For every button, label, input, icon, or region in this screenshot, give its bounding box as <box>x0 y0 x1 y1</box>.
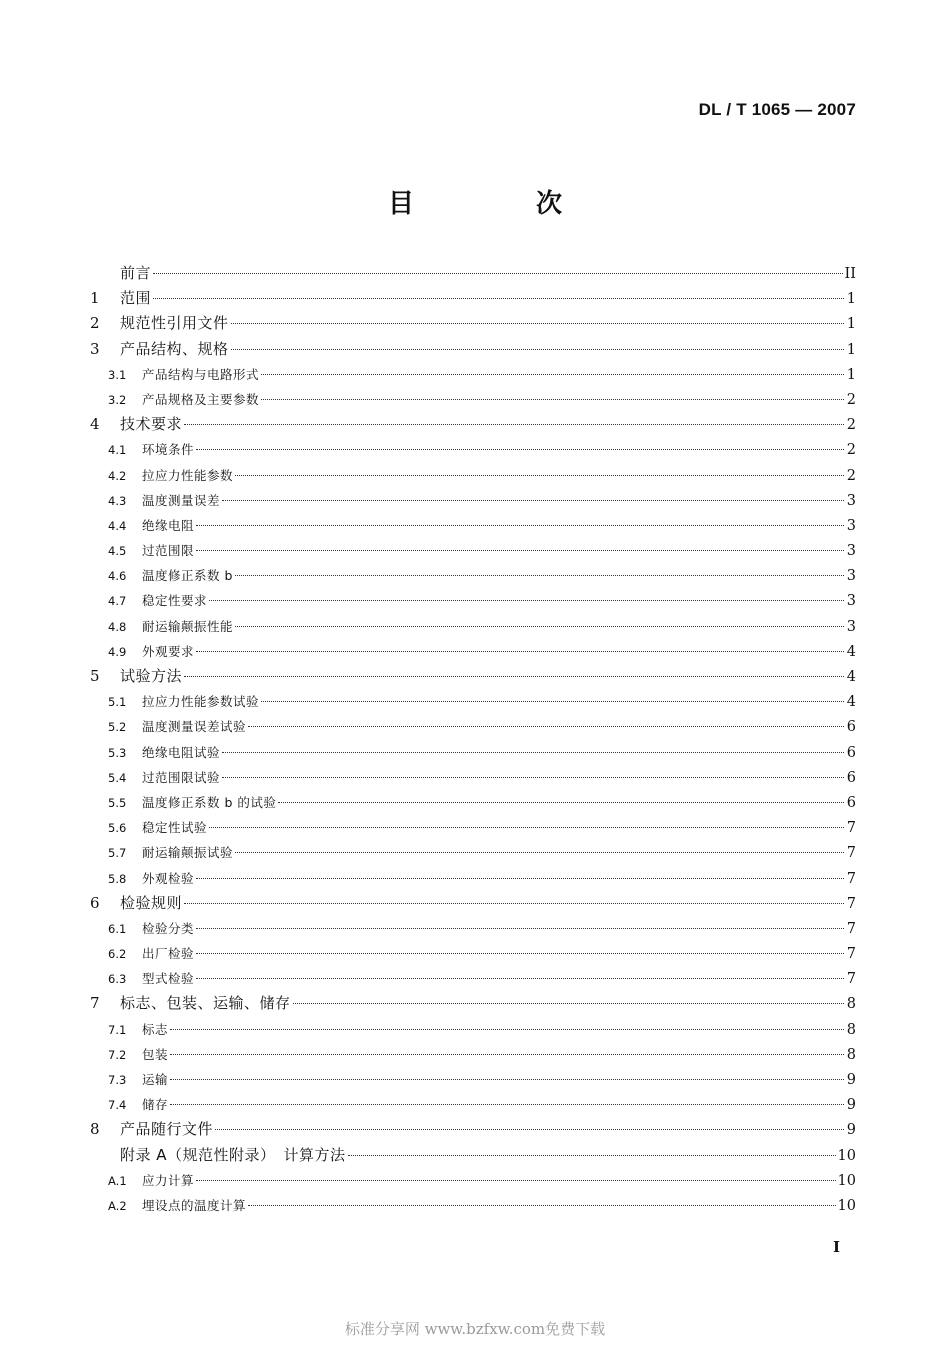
toc-entry[interactable] <box>88 286 856 311</box>
toc-entry-number: 5.4 <box>108 770 127 785</box>
toc-entry[interactable] <box>88 538 856 563</box>
toc-entry-page: 2 <box>846 391 856 408</box>
toc-dot-leader <box>170 1029 844 1030</box>
toc-entry[interactable] <box>88 614 856 639</box>
toc-entry-title: 规范性引用文件 <box>120 314 229 333</box>
toc-dot-leader <box>170 1079 844 1080</box>
toc-entry-title: 标志 <box>142 1021 169 1037</box>
toc-entry-title: 过范围限试验 <box>142 769 221 785</box>
toc-entry[interactable] <box>88 1168 856 1193</box>
toc-entry-number: 5.1 <box>108 695 127 710</box>
toc-entry-title: 埋设点的温度计算 <box>142 1197 247 1213</box>
toc-dot-leader <box>209 600 844 601</box>
toc-entry-title: 绝缘电阻试验 <box>142 744 221 760</box>
toc-entry-number: 5.5 <box>108 795 127 810</box>
toc-entry-title: 拉应力性能参数 <box>142 467 234 483</box>
toc-entry-title: 耐运输颠振试验 <box>142 845 234 861</box>
toc-entry-page: 7 <box>846 946 856 963</box>
toc-entry-title: 应力计算 <box>142 1172 195 1188</box>
toc-entry-number: 5.6 <box>108 821 127 836</box>
toc-dot-leader <box>196 878 844 879</box>
toc-entry[interactable] <box>88 916 856 941</box>
toc-entry-page: 3 <box>846 543 856 560</box>
toc-entry-title: 产品随行文件 <box>120 1120 214 1139</box>
toc-entry-page: 1 <box>846 341 856 358</box>
toc-entry-number: 5.3 <box>108 745 127 760</box>
toc-entry[interactable] <box>88 261 856 286</box>
toc-entry-title: 检验分类 <box>142 920 195 936</box>
toc-entry-number: 5.7 <box>108 846 127 861</box>
toc-dot-leader <box>261 399 844 400</box>
toc-dot-leader <box>184 903 844 904</box>
toc-entry-title: 耐运输颠振性能 <box>142 618 234 634</box>
toc-entry-page: 10 <box>837 1197 856 1214</box>
toc-entry-number: 5.2 <box>108 720 127 735</box>
toc-entry-page: 6 <box>846 794 856 811</box>
toc-entry-title: 外观要求 <box>142 643 195 659</box>
toc-dot-leader <box>170 1104 844 1105</box>
toc-entry[interactable] <box>88 387 856 412</box>
toc-entry[interactable] <box>88 941 856 966</box>
toc-entry-page: 8 <box>846 996 856 1013</box>
toc-entry-page: 1 <box>846 366 856 383</box>
toc-entry-page: 9 <box>846 1072 856 1088</box>
standard-code: DL / T 1065 — 2007 <box>698 100 856 119</box>
toc-entry[interactable] <box>88 840 856 865</box>
toc-entry[interactable] <box>88 714 856 739</box>
toc-dot-leader <box>231 323 844 324</box>
watermark-text: 标准分享网 www.bzfxw.com免费下载 <box>344 1320 606 1338</box>
toc-dot-leader <box>196 449 844 450</box>
toc-entry[interactable] <box>88 437 856 462</box>
toc-entry-page: II <box>844 266 856 282</box>
toc-entry[interactable] <box>88 488 856 513</box>
toc-entry-title: 稳定性试验 <box>142 820 208 836</box>
toc-entry[interactable] <box>88 740 856 765</box>
toc-entry-title: 试验方法 <box>120 667 183 685</box>
toc-entry-number: 7.4 <box>108 1098 127 1113</box>
toc-entry-title: 包装 <box>142 1046 169 1062</box>
toc-dot-leader <box>248 726 844 727</box>
toc-dot-leader <box>248 1205 836 1206</box>
toc-entry-number: 4.1 <box>108 443 127 458</box>
toc-entry[interactable] <box>88 689 856 714</box>
toc-entry-number: 5.8 <box>108 871 127 886</box>
page-title: 目 次 <box>387 189 610 219</box>
toc-entry-number: A.2 <box>108 1198 127 1213</box>
toc-dot-leader <box>235 626 844 627</box>
toc-entry-page: 3 <box>846 568 856 585</box>
toc-entry-title: 前言 <box>120 264 152 282</box>
toc-dot-leader <box>231 349 844 350</box>
toc-entry-number: 4 <box>90 415 100 434</box>
toc-dot-leader <box>278 802 844 803</box>
toc-dot-leader <box>184 424 844 425</box>
page-number: I <box>832 1238 840 1256</box>
toc-entry-title: 绝缘电阻 <box>142 517 195 533</box>
toc-entry-number: 6.1 <box>108 921 127 936</box>
toc-entry[interactable] <box>88 337 856 362</box>
toc-entry-page: 2 <box>846 442 856 459</box>
toc-dot-leader <box>209 827 844 828</box>
toc-entry-title: 温度测量误差 <box>142 492 221 508</box>
toc-entry-page: 7 <box>846 820 856 837</box>
toc-dot-leader <box>196 651 844 652</box>
toc-entry-title: 附录 A（规范性附录） 计算方法 <box>120 1145 346 1164</box>
toc-entry-number: 4.7 <box>108 594 127 609</box>
toc-entry-number: 6.2 <box>108 947 127 962</box>
toc-entry-number: 7.2 <box>108 1047 127 1062</box>
toc-entry-title: 技术要求 <box>120 415 183 434</box>
toc-entry-page: 9 <box>846 1122 856 1139</box>
toc-dot-leader <box>222 752 844 753</box>
toc-dot-leader <box>153 298 844 299</box>
toc-dot-leader <box>235 852 844 853</box>
toc-entry-title: 拉应力性能参数试验 <box>142 694 260 710</box>
toc-entry-number: 7.3 <box>108 1073 127 1087</box>
toc-entry-number: 4.3 <box>108 493 127 508</box>
toc-entry-page: 4 <box>846 694 856 711</box>
toc-entry-page: 3 <box>846 492 856 509</box>
toc-entry[interactable] <box>88 815 856 840</box>
toc-entry-page: 10 <box>837 1172 856 1189</box>
toc-entry[interactable] <box>88 513 856 538</box>
toc-entry-page: 8 <box>846 1046 856 1063</box>
toc-entry-page: 4 <box>846 669 856 685</box>
toc-entry-number: A.1 <box>108 1173 127 1188</box>
toc-entry-title: 环境条件 <box>142 442 195 458</box>
toc-entry-number: 3.1 <box>108 367 127 382</box>
toc-entry-title: 产品结构与电路形式 <box>142 366 260 382</box>
toc-entry-page: 7 <box>846 920 856 937</box>
toc-entry-title: 过范围限 <box>142 543 195 559</box>
toc-entry-title: 标志、包装、运输、储存 <box>120 994 291 1013</box>
toc-entry-page: 7 <box>846 971 856 988</box>
toc-entry-number: 6 <box>90 893 100 912</box>
toc-entry-page: 6 <box>846 769 856 786</box>
toc-entry-title: 产品规格及主要参数 <box>142 391 260 407</box>
toc-entry-number: 5 <box>90 667 100 685</box>
toc-entry-number: 3.2 <box>108 392 127 407</box>
toc-entry-title: 稳定性要求 <box>142 593 208 609</box>
toc-entry[interactable] <box>88 891 856 916</box>
toc-entry-title: 温度修正系数 b 的试验 <box>142 794 277 810</box>
toc-dot-leader <box>293 1003 844 1004</box>
toc-entry-number: 1 <box>90 289 100 308</box>
toc-entry-page: 9 <box>846 1097 856 1114</box>
toc-entry-title: 运输 <box>142 1072 169 1087</box>
toc-entry[interactable] <box>88 765 856 790</box>
toc-entry[interactable] <box>88 1117 856 1142</box>
toc-entry-page: 7 <box>846 845 856 862</box>
toc-entry-number: 8 <box>90 1120 100 1139</box>
toc-entry-title: 外观检验 <box>142 870 195 886</box>
toc-entry[interactable] <box>88 362 856 387</box>
toc-entry-page: 6 <box>846 719 856 736</box>
toc-dot-leader <box>184 676 844 677</box>
toc-entry-page: 8 <box>846 1021 856 1038</box>
toc-dot-leader <box>222 500 844 501</box>
toc-entry-page: 2 <box>846 467 856 484</box>
toc-entry[interactable] <box>88 664 856 689</box>
toc-dot-leader <box>170 1054 844 1055</box>
toc-entry-page: 3 <box>846 517 856 534</box>
toc-entry-title: 检验规则 <box>120 893 183 912</box>
toc-entry-title: 温度修正系数 b <box>142 568 233 584</box>
toc-entry-page: 6 <box>846 744 856 761</box>
toc-entry-page: 3 <box>846 618 856 635</box>
toc-entry-page: 1 <box>846 291 856 308</box>
toc-entry[interactable] <box>88 563 856 588</box>
toc-entry[interactable] <box>88 1143 856 1168</box>
toc-entry[interactable] <box>88 790 856 815</box>
toc-entry-number: 7 <box>90 994 100 1013</box>
toc-dot-leader <box>235 475 844 476</box>
toc-entry-number: 4.5 <box>108 544 127 559</box>
toc-entry-number: 7.1 <box>108 1022 127 1037</box>
toc-entry-page: 7 <box>846 895 856 912</box>
toc-entry[interactable] <box>88 1017 856 1042</box>
toc-dot-leader <box>261 701 844 702</box>
toc-entry[interactable] <box>88 311 856 336</box>
toc-entry-title: 产品结构、规格 <box>120 339 229 358</box>
toc-dot-leader <box>261 374 844 375</box>
toc-entry[interactable] <box>88 639 856 664</box>
toc-dot-leader <box>196 953 844 954</box>
toc-dot-leader <box>196 550 844 551</box>
toc-entry-title: 温度测量误差试验 <box>142 719 247 735</box>
toc-entry[interactable] <box>88 1067 856 1092</box>
toc-entry-number: 4.9 <box>108 644 127 659</box>
toc-dot-leader <box>196 525 844 526</box>
toc-entry-number: 3 <box>90 339 100 358</box>
toc-entry-number: 6.3 <box>108 972 127 987</box>
toc-dot-leader <box>215 1129 844 1130</box>
toc-dot-leader <box>196 978 844 979</box>
toc-entry-page: 7 <box>846 870 856 887</box>
toc-entry-title: 范围 <box>120 289 152 308</box>
toc-entry[interactable] <box>88 1193 856 1218</box>
toc-entry[interactable] <box>88 1092 856 1117</box>
toc-entry[interactable] <box>88 463 856 488</box>
toc-dot-leader <box>222 777 844 778</box>
toc-entry-number: 2 <box>90 314 100 333</box>
toc-entry[interactable] <box>88 866 856 891</box>
toc-entry-number: 4.4 <box>108 518 127 533</box>
table-of-contents <box>88 261 856 1218</box>
toc-entry-page: 10 <box>837 1147 856 1164</box>
toc-entry-page: 4 <box>846 643 856 660</box>
toc-entry-page: 3 <box>846 593 856 610</box>
toc-dot-leader <box>196 928 844 929</box>
toc-dot-leader <box>235 575 844 576</box>
toc-entry-number: 4.8 <box>108 619 127 634</box>
toc-entry[interactable] <box>88 1042 856 1067</box>
toc-entry-page: 2 <box>846 417 856 434</box>
toc-dot-leader <box>348 1155 836 1156</box>
toc-entry-title: 出厂检验 <box>142 946 195 962</box>
toc-entry[interactable] <box>88 588 856 613</box>
toc-entry[interactable] <box>88 966 856 991</box>
toc-entry[interactable] <box>88 991 856 1016</box>
toc-entry[interactable] <box>88 412 856 437</box>
toc-entry-page: 1 <box>846 316 856 333</box>
toc-entry-number: 4.6 <box>108 569 127 584</box>
toc-dot-leader <box>153 273 843 274</box>
toc-entry-title: 型式检验 <box>142 971 195 987</box>
toc-dot-leader <box>196 1180 836 1181</box>
toc-entry-number: 4.2 <box>108 468 127 483</box>
toc-entry-title: 储存 <box>142 1097 169 1113</box>
